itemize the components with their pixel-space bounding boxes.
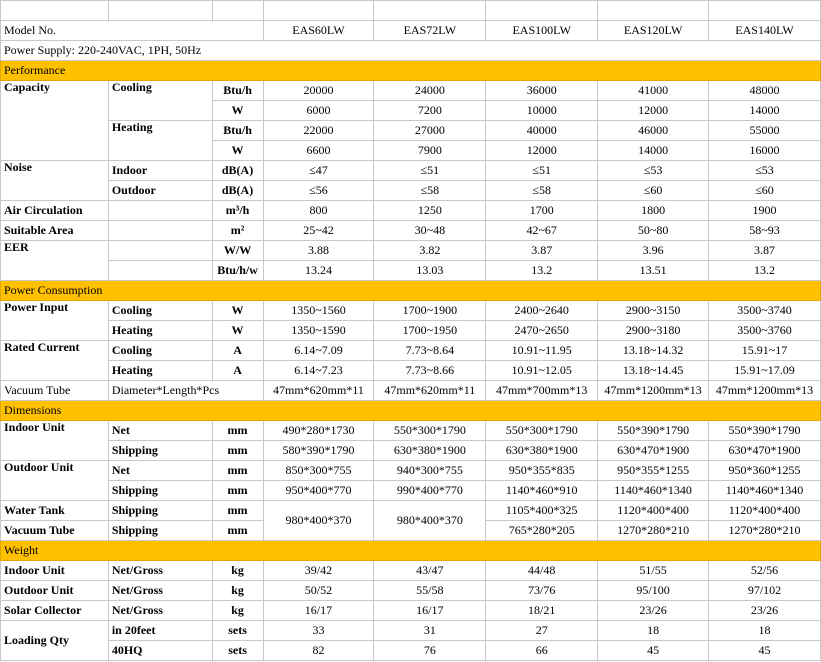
model-name: EAS140LW	[709, 21, 821, 41]
value: 1270*280*210	[598, 521, 709, 541]
value: 45	[598, 641, 709, 661]
unit: W/W	[212, 241, 263, 261]
value: 1140*460*1340	[709, 481, 821, 501]
spec-row	[1, 381, 821, 401]
value: 25~42	[263, 221, 374, 241]
section-title: Performance	[1, 61, 821, 81]
sub-label: Heating	[108, 361, 212, 381]
value: 27	[486, 621, 598, 641]
value: 52/56	[709, 561, 821, 581]
value: 1140*460*1340	[598, 481, 709, 501]
value: 44/48	[486, 561, 598, 581]
unit: sets	[212, 641, 263, 661]
value: 850*300*755	[263, 461, 374, 481]
row-label: Water Tank	[1, 501, 109, 521]
sub-label: Heating	[108, 121, 212, 161]
value: 6.14~7.23	[263, 361, 374, 381]
blank-cell	[374, 1, 486, 21]
model-name: EAS120LW	[598, 21, 709, 41]
value: 55000	[709, 121, 821, 141]
section-title: Weight	[1, 541, 821, 561]
unit: W	[212, 141, 263, 161]
value: 43/47	[374, 561, 486, 581]
value: 765*280*205	[486, 521, 598, 541]
value: 13.51	[598, 261, 709, 281]
power-supply-row	[1, 41, 821, 61]
value: 630*470*1900	[598, 441, 709, 461]
row-label: Rated Current	[1, 341, 109, 381]
value: 23/26	[709, 601, 821, 621]
unit: W	[212, 101, 263, 121]
value: ≤58	[486, 181, 598, 201]
value: 24000	[374, 81, 486, 101]
value: 1120*400*400	[709, 501, 821, 521]
spec-row	[1, 241, 821, 261]
sub-label: Net/Gross	[108, 581, 212, 601]
value: ≤47	[263, 161, 374, 181]
unit: mm	[212, 501, 263, 521]
spec-row	[1, 461, 821, 481]
model-name: EAS72LW	[374, 21, 486, 41]
blank-cell	[212, 1, 263, 21]
blank-cell	[108, 1, 212, 21]
value: 6000	[263, 101, 374, 121]
value: 66	[486, 641, 598, 661]
unit: kg	[212, 581, 263, 601]
value: 16000	[709, 141, 821, 161]
value: 1140*460*910	[486, 481, 598, 501]
value: 1700~1900	[374, 301, 486, 321]
value: 41000	[598, 81, 709, 101]
sub-label: Cooling	[108, 341, 212, 361]
value: 50~80	[598, 221, 709, 241]
sub-label	[108, 241, 212, 261]
value: 42~67	[486, 221, 598, 241]
section-header-row	[1, 281, 821, 301]
value: 550*390*1790	[709, 421, 821, 441]
sub-label: Indoor	[108, 161, 212, 181]
value: ≤51	[486, 161, 598, 181]
value: 15.91~17.09	[709, 361, 821, 381]
value: 12000	[598, 101, 709, 121]
value: 76	[374, 641, 486, 661]
value: 13.24	[263, 261, 374, 281]
row-label: Power Input	[1, 301, 109, 341]
value: 3.87	[486, 241, 598, 261]
row-label: Indoor Unit	[1, 561, 109, 581]
sub-label: Cooling	[108, 301, 212, 321]
spec-row	[1, 341, 821, 361]
value: 18/21	[486, 601, 598, 621]
value: 980*400*370	[374, 501, 486, 541]
model-name: EAS60LW	[263, 21, 374, 41]
section-header-row	[1, 541, 821, 561]
value: 95/100	[598, 581, 709, 601]
value: 13.2	[709, 261, 821, 281]
value: 23/26	[598, 601, 709, 621]
value: 1350~1590	[263, 321, 374, 341]
value: ≤51	[374, 161, 486, 181]
unit: dB(A)	[212, 161, 263, 181]
value: 950*355*835	[486, 461, 598, 481]
value: ≤53	[709, 161, 821, 181]
value: 2400~2640	[486, 301, 598, 321]
value: 51/55	[598, 561, 709, 581]
value: 1350~1560	[263, 301, 374, 321]
sub-label: Shipping	[108, 521, 212, 541]
value: 18	[709, 621, 821, 641]
value: 97/102	[709, 581, 821, 601]
value: 7.73~8.66	[374, 361, 486, 381]
value: 1800	[598, 201, 709, 221]
value: 39/42	[263, 561, 374, 581]
value: 2900~3180	[598, 321, 709, 341]
spec-row	[1, 181, 821, 201]
value: 7200	[374, 101, 486, 121]
spec-row	[1, 601, 821, 621]
value: 550*390*1790	[598, 421, 709, 441]
unit: A	[212, 341, 263, 361]
spec-row	[1, 561, 821, 581]
value: ≤60	[598, 181, 709, 201]
unit: m³/h	[212, 201, 263, 221]
value: 33	[263, 621, 374, 641]
value: ≤60	[709, 181, 821, 201]
spec-row	[1, 481, 821, 501]
spec-row	[1, 161, 821, 181]
spec-row	[1, 621, 821, 641]
value: 2900~3150	[598, 301, 709, 321]
value: 18	[598, 621, 709, 641]
spec-row	[1, 261, 821, 281]
value: 46000	[598, 121, 709, 141]
value: 3.88	[263, 241, 374, 261]
sub-label: Shipping	[108, 441, 212, 461]
value: 2470~2650	[486, 321, 598, 341]
value: 16/17	[374, 601, 486, 621]
value: 990*400*770	[374, 481, 486, 501]
value: 40000	[486, 121, 598, 141]
power-supply-text: Power Supply: 220-240VAC, 1PH, 50Hz	[1, 41, 821, 61]
sub-label	[108, 261, 212, 281]
value: 10.91~11.95	[486, 341, 598, 361]
sub-label: Shipping	[108, 501, 212, 521]
value: 490*280*1730	[263, 421, 374, 441]
unit: kg	[212, 561, 263, 581]
value: 1105*400*325	[486, 501, 598, 521]
sub-label: Shipping	[108, 481, 212, 501]
value: 3500~3740	[709, 301, 821, 321]
value: 48000	[709, 81, 821, 101]
value: 73/76	[486, 581, 598, 601]
value: 1270*280*210	[709, 521, 821, 541]
row-label: Capacity	[1, 81, 109, 161]
value: 12000	[486, 141, 598, 161]
row-label: Loading Qty	[1, 621, 109, 661]
unit: Btu/h	[212, 81, 263, 101]
sub-label: Diameter*Length*Pcs	[108, 381, 263, 401]
value: 15.91~17	[709, 341, 821, 361]
sub-label: Net	[108, 421, 212, 441]
unit: dB(A)	[212, 181, 263, 201]
model-label: Model No.	[1, 21, 264, 41]
sub-label: Net/Gross	[108, 601, 212, 621]
value: 58~93	[709, 221, 821, 241]
value: 1700	[486, 201, 598, 221]
spec-row	[1, 321, 821, 341]
value: 7.73~8.64	[374, 341, 486, 361]
value: 45	[709, 641, 821, 661]
value: 7900	[374, 141, 486, 161]
unit: W	[212, 301, 263, 321]
sub-label: Net	[108, 461, 212, 481]
spec-row	[1, 641, 821, 661]
blank-cell	[1, 1, 109, 21]
unit: mm	[212, 481, 263, 501]
section-header-row	[1, 61, 821, 81]
value: 10.91~12.05	[486, 361, 598, 381]
value: 82	[263, 641, 374, 661]
spec-row	[1, 221, 821, 241]
value: 27000	[374, 121, 486, 141]
row-label: Vacuum Tube	[1, 381, 109, 401]
spec-row	[1, 421, 821, 441]
spec-row	[1, 441, 821, 461]
value: 31	[374, 621, 486, 641]
unit: Btu/h/w	[212, 261, 263, 281]
unit: mm	[212, 521, 263, 541]
section-title: Power Consumption	[1, 281, 821, 301]
value: 14000	[598, 141, 709, 161]
blank-cell	[709, 1, 821, 21]
section-title: Dimensions	[1, 401, 821, 421]
spec-sheet-body	[1, 1, 821, 661]
value: 550*300*1790	[486, 421, 598, 441]
value: 47mm*1200mm*13	[709, 381, 821, 401]
sub-label: in 20feet	[108, 621, 212, 641]
value: 30~48	[374, 221, 486, 241]
value: 3.82	[374, 241, 486, 261]
spec-row	[1, 501, 821, 521]
sub-label	[108, 201, 212, 221]
section-header-row	[1, 401, 821, 421]
row-label: Vacuum Tube	[1, 521, 109, 541]
value: 47mm*620mm*11	[374, 381, 486, 401]
row-label: Air Circulation	[1, 201, 109, 221]
spec-row	[1, 121, 821, 141]
value: 13.18~14.45	[598, 361, 709, 381]
unit: kg	[212, 601, 263, 621]
value: 630*380*1900	[374, 441, 486, 461]
model-row	[1, 21, 821, 41]
spec-row	[1, 201, 821, 221]
value: 800	[263, 201, 374, 221]
blank-cell	[486, 1, 598, 21]
spec-row	[1, 81, 821, 101]
value: 1250	[374, 201, 486, 221]
value: 6.14~7.09	[263, 341, 374, 361]
spec-row	[1, 301, 821, 321]
value: 14000	[709, 101, 821, 121]
value: 6600	[263, 141, 374, 161]
row-label: EER	[1, 241, 109, 281]
sub-label: Net/Gross	[108, 561, 212, 581]
sub-label: Cooling	[108, 81, 212, 121]
value: ≤56	[263, 181, 374, 201]
unit: m²	[212, 221, 263, 241]
value: 950*355*1255	[598, 461, 709, 481]
value: 13.03	[374, 261, 486, 281]
value: ≤53	[598, 161, 709, 181]
value: 1700~1950	[374, 321, 486, 341]
value: 36000	[486, 81, 598, 101]
value: 13.2	[486, 261, 598, 281]
value: 580*390*1790	[263, 441, 374, 461]
value: 13.18~14.32	[598, 341, 709, 361]
sub-label: Heating	[108, 321, 212, 341]
value: 3.87	[709, 241, 821, 261]
blank-row	[1, 1, 821, 21]
value: 47mm*700mm*13	[486, 381, 598, 401]
value: 630*380*1900	[486, 441, 598, 461]
unit: A	[212, 361, 263, 381]
value: 55/58	[374, 581, 486, 601]
value: ≤58	[374, 181, 486, 201]
row-label: Suitable Area	[1, 221, 109, 241]
blank-cell	[263, 1, 374, 21]
value: 550*300*1790	[374, 421, 486, 441]
row-label: Solar Collector	[1, 601, 109, 621]
value: 940*300*755	[374, 461, 486, 481]
value: 980*400*370	[263, 501, 374, 541]
value: 16/17	[263, 601, 374, 621]
row-label: Outdoor Unit	[1, 581, 109, 601]
value: 630*470*1900	[709, 441, 821, 461]
unit: mm	[212, 421, 263, 441]
row-label: Indoor Unit	[1, 421, 109, 461]
model-name: EAS100LW	[486, 21, 598, 41]
spec-row	[1, 361, 821, 381]
value: 22000	[263, 121, 374, 141]
unit: mm	[212, 461, 263, 481]
unit: sets	[212, 621, 263, 641]
value: 950*400*770	[263, 481, 374, 501]
value: 3500~3760	[709, 321, 821, 341]
unit: W	[212, 321, 263, 341]
value: 1120*400*400	[598, 501, 709, 521]
value: 1900	[709, 201, 821, 221]
sub-label: Outdoor	[108, 181, 212, 201]
value: 10000	[486, 101, 598, 121]
sub-label: 40HQ	[108, 641, 212, 661]
value: 950*360*1255	[709, 461, 821, 481]
unit: mm	[212, 441, 263, 461]
blank-cell	[598, 1, 709, 21]
value: 47mm*1200mm*13	[598, 381, 709, 401]
value: 20000	[263, 81, 374, 101]
sub-label	[108, 221, 212, 241]
row-label: Noise	[1, 161, 109, 201]
spec-row	[1, 581, 821, 601]
unit: Btu/h	[212, 121, 263, 141]
value: 47mm*620mm*11	[263, 381, 374, 401]
row-label: Outdoor Unit	[1, 461, 109, 501]
value: 50/52	[263, 581, 374, 601]
value: 3.96	[598, 241, 709, 261]
